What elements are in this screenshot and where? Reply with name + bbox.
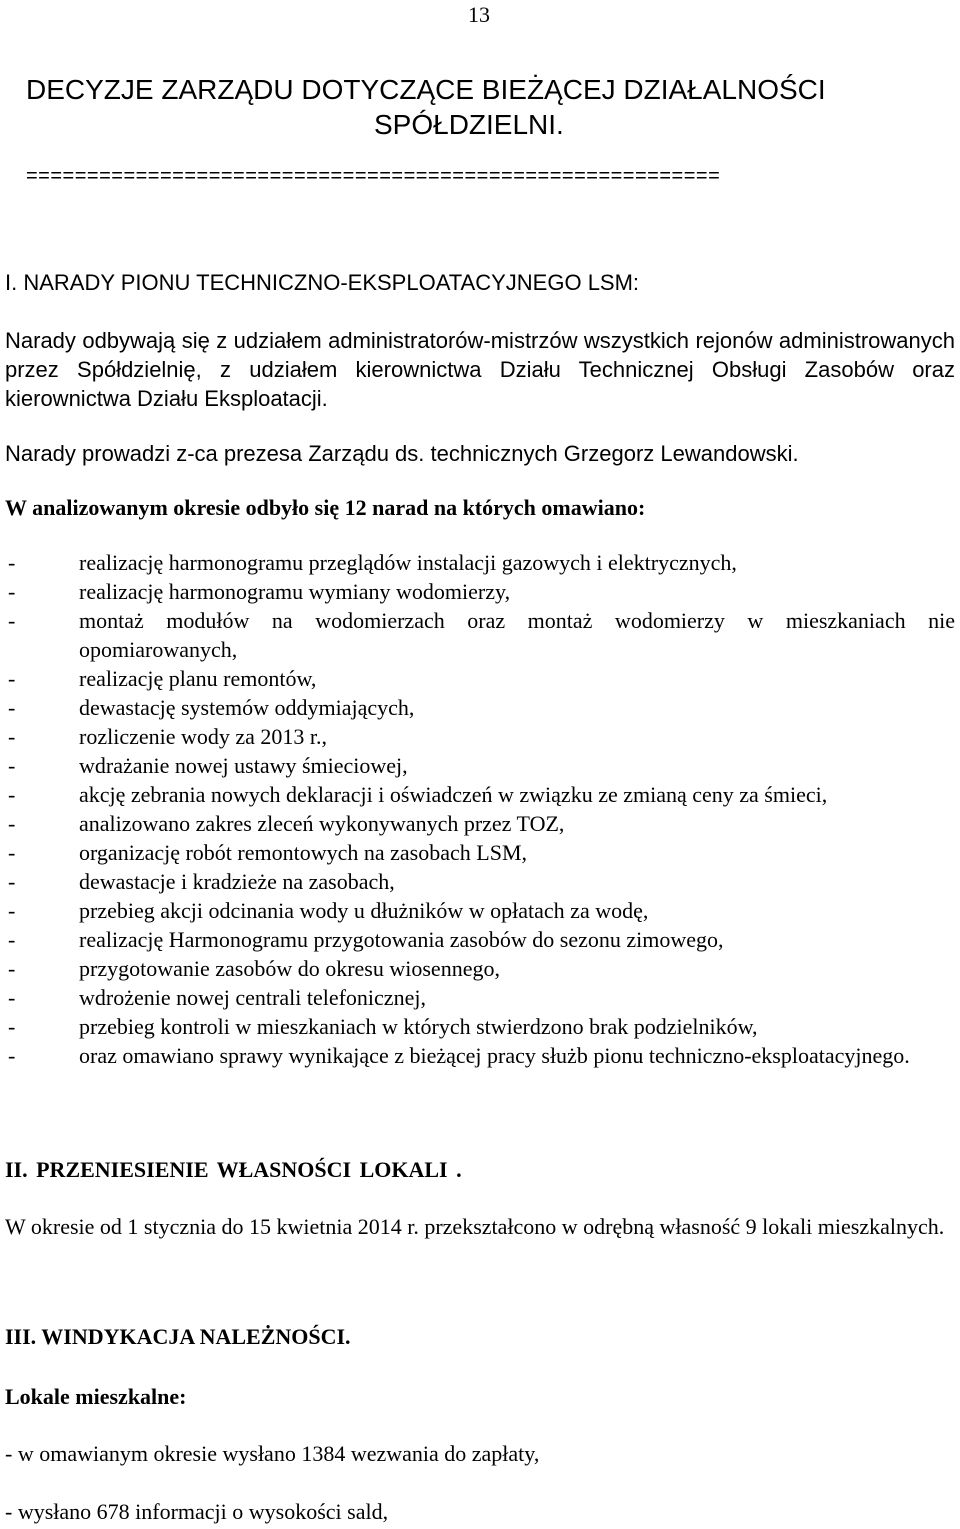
- section2-heading: II. PRZENIESIENIE WŁASNOŚCI LOKALI .: [5, 1157, 462, 1182]
- list-item-text: przygotowanie zasobów do okresu wiosennego,: [79, 956, 500, 981]
- list-item: [5, 780, 955, 809]
- list-item: [5, 1012, 955, 1041]
- list-item-dash: -: [8, 579, 16, 604]
- section3-heading: III. WINDYKACJA NALEŻNOŚCI.: [5, 1324, 351, 1349]
- list-item-dash: -: [8, 608, 16, 633]
- list-item-text: organizację robót remontowych na zasobach LSM,: [79, 840, 528, 865]
- list-item-text: wdrażanie nowej ustawy śmieciowej,: [79, 753, 408, 778]
- list-item-text: przebieg kontroli w mieszkaniach w których stwierdzono brak podzielników,: [79, 1014, 758, 1039]
- list-item: [5, 548, 955, 577]
- list-item: [5, 664, 955, 693]
- page-title-line1: DECYZJE ZARZĄDU DOTYCZĄCE BIEŻĄCEJ DZIAŁALNOŚCI: [26, 74, 826, 105]
- title-divider: =========================================================: [26, 165, 721, 187]
- list-item-dash: -: [8, 1014, 16, 1039]
- list-item: [5, 1041, 955, 1070]
- list-item-text: przebieg akcji odcinania wody u dłużników w opłatach za wodę,: [79, 898, 649, 923]
- list-item: [5, 896, 955, 925]
- list-item-dash: -: [8, 666, 16, 691]
- list-item-dash: -: [8, 985, 16, 1010]
- section1-heading: I. NARADY PIONU TECHNICZNO-EKSPLOATACYJNEGO LSM:: [5, 270, 640, 295]
- list-item: [5, 925, 955, 954]
- list-item: [5, 954, 955, 983]
- list-item-dash: -: [8, 840, 16, 865]
- list-item-text: realizację Harmonogramu przygotowania zasobów do sezonu zimowego,: [79, 927, 724, 952]
- page-title: [26, 72, 946, 142]
- list-item-text: rozliczenie wody za 2013 r.,: [79, 724, 328, 749]
- section3-subheading: Lokale mieszkalne:: [5, 1384, 187, 1409]
- list-item: [5, 751, 955, 780]
- list-item-text: dewastacje i kradzieże na zasobach,: [79, 869, 395, 894]
- list-item-dash: -: [8, 724, 16, 749]
- list-item: [5, 577, 955, 606]
- section1-paragraph-chair: Narady prowadzi z-ca prezesa Zarządu ds. technicznych Grzegorz Lewandowski.: [5, 441, 799, 466]
- list-item-text: wdrożenie nowej centrali telefonicznej,: [79, 985, 426, 1010]
- list-item-text: dewastację systemów oddymiających,: [79, 695, 415, 720]
- list-item-dash: -: [8, 550, 16, 575]
- list-item-dash: -: [8, 811, 16, 836]
- list-item: [5, 606, 955, 664]
- list-item-dash: -: [8, 956, 16, 981]
- list-item-dash: -: [8, 927, 16, 952]
- list-item-dash: -: [8, 869, 16, 894]
- list-item-text: realizację harmonogramu przeglądów instalacji gazowych i elektrycznych,: [79, 550, 737, 575]
- section3-line-reminders: - w omawianym okresie wysłano 1384 wezwania do zapłaty,: [5, 1441, 540, 1466]
- meeting-topics-list: [5, 548, 955, 1070]
- page-title-line2: SPÓŁDZIELNI.: [374, 109, 564, 140]
- list-item-text: oraz omawiano sprawy wynikające z bieżącej pracy służb pionu techniczno-eksploatacyjnego.: [79, 1043, 910, 1068]
- list-item: [5, 693, 955, 722]
- list-item-dash: -: [8, 898, 16, 923]
- list-item-dash: -: [8, 695, 16, 720]
- list-item: [5, 809, 955, 838]
- section1-intro: W analizowanym okresie odbyło się 12 narad na których omawiano:: [5, 495, 646, 520]
- list-item-text: analizowano zakres zleceń wykonywanych przez TOZ,: [79, 811, 565, 836]
- list-item: [5, 722, 955, 751]
- list-item-text: akcję zebrania nowych deklaracji i oświadczeń w związku ze zmianą ceny za śmieci,: [79, 782, 828, 807]
- list-item-dash: -: [8, 782, 16, 807]
- section1-paragraph-participants: Narady odbywają się z udziałem administratorów-mistrzów wszystkich rejonów administrowanych przez Spółdzielnię, z udziałem kierownictwa Działu Technicznej Obsługi Zasobów oraz kierownictwa Działu Eksploatacji.: [5, 328, 955, 411]
- section3-line-balances: - wysłano 678 informacji o wysokości sald,: [5, 1499, 389, 1524]
- list-item-dash: -: [8, 753, 16, 778]
- list-item-text: realizację planu remontów,: [79, 666, 317, 691]
- list-item: [5, 983, 955, 1012]
- list-item-text: realizację harmonogramu wymiany wodomierzy,: [79, 579, 511, 604]
- list-item-text: montaż modułów na wodomierzach oraz montaż wodomierzy w mieszkaniach nie opomiarowanych,: [79, 608, 955, 662]
- page-number: 13: [468, 2, 490, 27]
- list-item: [5, 867, 955, 896]
- section2-paragraph: W okresie od 1 stycznia do 15 kwietnia 2014 r. przekształcono w odrębną własność 9 lokali mieszkalnych.: [5, 1214, 945, 1239]
- list-item-dash: -: [8, 1043, 16, 1068]
- list-item: [5, 838, 955, 867]
